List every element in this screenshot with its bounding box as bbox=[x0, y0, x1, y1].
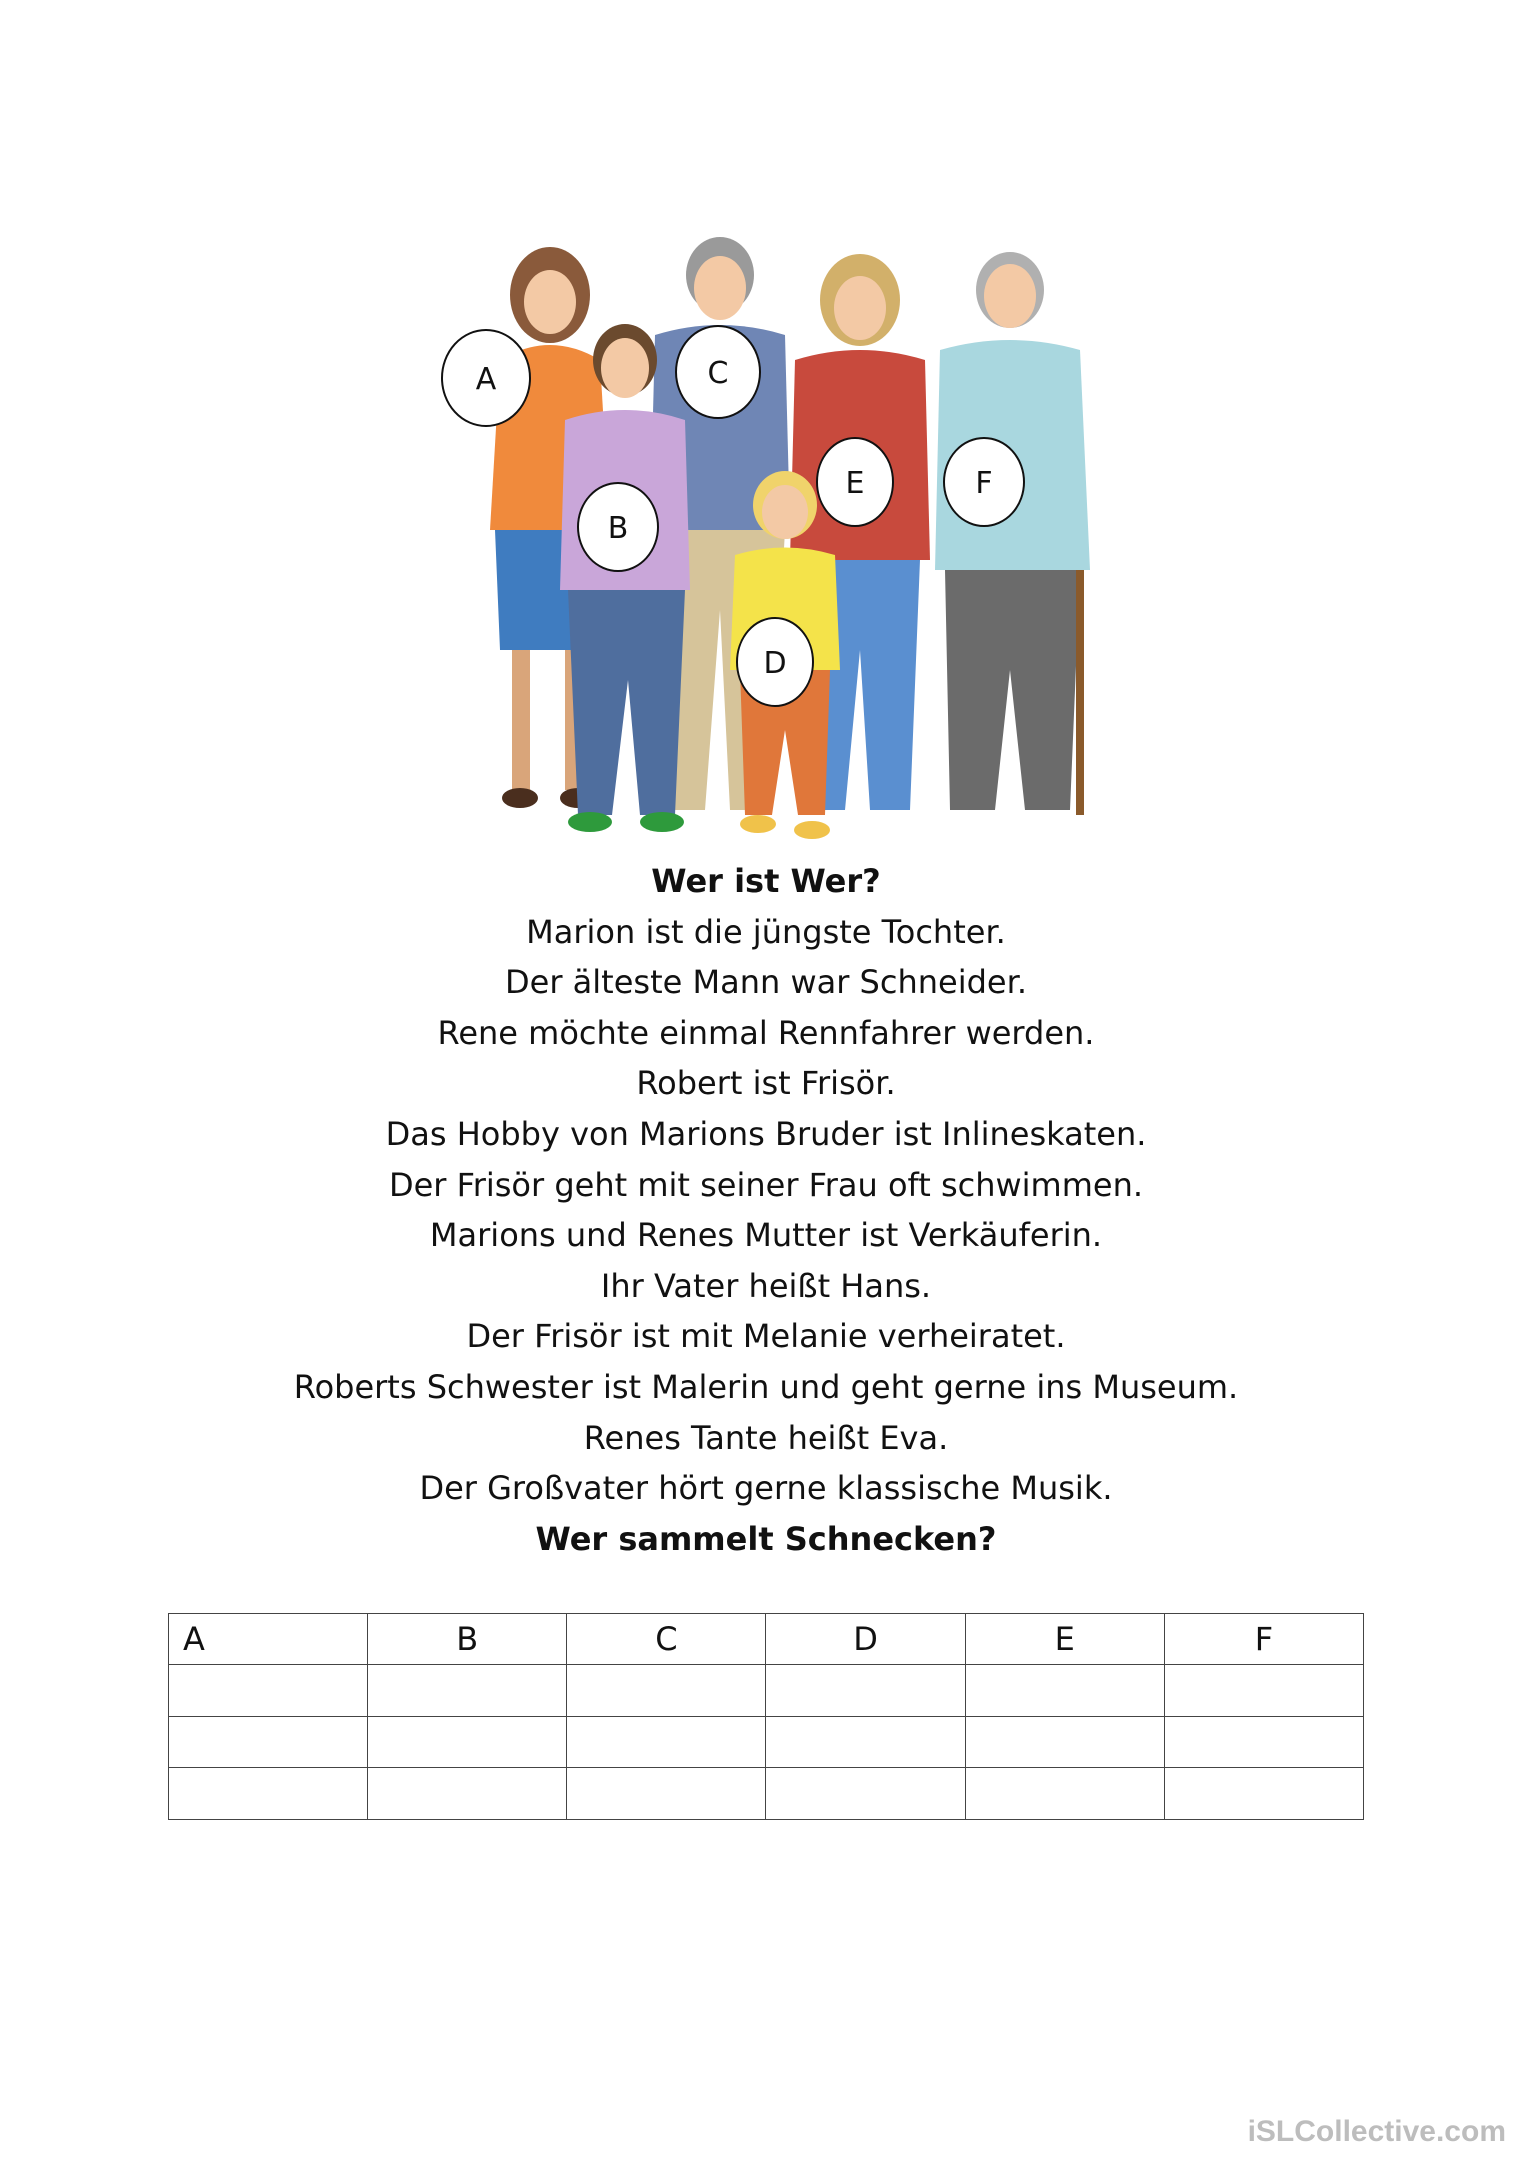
answer-cell[interactable] bbox=[368, 1768, 567, 1820]
clue: Robert ist Frisör. bbox=[636, 1064, 896, 1103]
clue: Der Frisör ist mit Melanie verheiratet. bbox=[466, 1317, 1066, 1356]
answer-cell[interactable] bbox=[567, 1768, 766, 1820]
answer-cell[interactable] bbox=[368, 1716, 567, 1768]
table-row bbox=[169, 1768, 1364, 1820]
answer-cell[interactable] bbox=[368, 1665, 567, 1717]
label-e bbox=[817, 438, 893, 526]
clue: Der Frisör geht mit seiner Frau oft schwimmen. bbox=[388, 1165, 1144, 1204]
answer-cell[interactable] bbox=[567, 1665, 766, 1717]
header-c: C bbox=[567, 1614, 766, 1665]
header-a: A bbox=[169, 1614, 368, 1665]
riddle-title: Wer ist Wer? bbox=[651, 862, 881, 900]
clue: Das Hobby von Marions Bruder ist Inlineskaten. bbox=[385, 1114, 1147, 1153]
watermark: iSLCollective.com bbox=[1247, 2115, 1506, 2148]
answer-cell[interactable] bbox=[169, 1665, 368, 1717]
answer-cell[interactable] bbox=[766, 1768, 965, 1820]
table-row bbox=[169, 1665, 1364, 1717]
svg-text:B: B bbox=[607, 511, 629, 546]
label-c bbox=[676, 326, 760, 418]
answer-cell[interactable] bbox=[1164, 1665, 1363, 1717]
clue: Marion ist die jüngste Tochter. bbox=[526, 912, 1006, 951]
svg-text:E: E bbox=[845, 466, 865, 501]
header-d: D bbox=[766, 1614, 965, 1665]
clue: Rene möchte einmal Rennfahrer werden. bbox=[437, 1013, 1095, 1052]
answer-cell[interactable] bbox=[965, 1768, 1164, 1820]
clue: Marions und Renes Mutter ist Verkäuferin. bbox=[429, 1216, 1103, 1255]
person-f bbox=[935, 252, 1090, 815]
answer-cell[interactable] bbox=[766, 1716, 965, 1768]
header-b: B bbox=[368, 1614, 567, 1665]
clue: Roberts Schwester ist Malerin und geht gerne ins Museum. bbox=[293, 1367, 1239, 1406]
answer-cell[interactable] bbox=[169, 1768, 368, 1820]
label-b bbox=[578, 483, 658, 571]
answer-cell[interactable] bbox=[1164, 1768, 1363, 1820]
answer-cell[interactable] bbox=[567, 1716, 766, 1768]
clue: Renes Tante heißt Eva. bbox=[583, 1418, 949, 1457]
answer-cell[interactable] bbox=[1164, 1716, 1363, 1768]
family-illustration bbox=[440, 230, 1100, 860]
header-f: F bbox=[1164, 1614, 1363, 1665]
svg-text:C: C bbox=[707, 356, 729, 391]
svg-text:F: F bbox=[975, 466, 993, 501]
svg-text:D: D bbox=[763, 646, 787, 681]
answer-cell[interactable] bbox=[766, 1665, 965, 1717]
riddle-text bbox=[150, 856, 1382, 1564]
answer-table bbox=[168, 1613, 1364, 1820]
label-f bbox=[944, 438, 1024, 526]
riddle-question: Wer sammelt Schnecken? bbox=[535, 1519, 997, 1558]
clue: Ihr Vater heißt Hans. bbox=[600, 1266, 932, 1305]
label-d bbox=[737, 618, 813, 706]
label-a bbox=[442, 330, 530, 426]
header-e: E bbox=[965, 1614, 1164, 1665]
svg-text:A: A bbox=[475, 362, 497, 397]
table-header-row bbox=[169, 1614, 1364, 1665]
answer-cell[interactable] bbox=[965, 1716, 1164, 1768]
table-row bbox=[169, 1716, 1364, 1768]
clue: Der älteste Mann war Schneider. bbox=[505, 963, 1027, 1002]
answer-cell[interactable] bbox=[169, 1716, 368, 1768]
answer-cell[interactable] bbox=[965, 1665, 1164, 1717]
clue: Der Großvater hört gerne klassische Musik. bbox=[419, 1469, 1113, 1508]
